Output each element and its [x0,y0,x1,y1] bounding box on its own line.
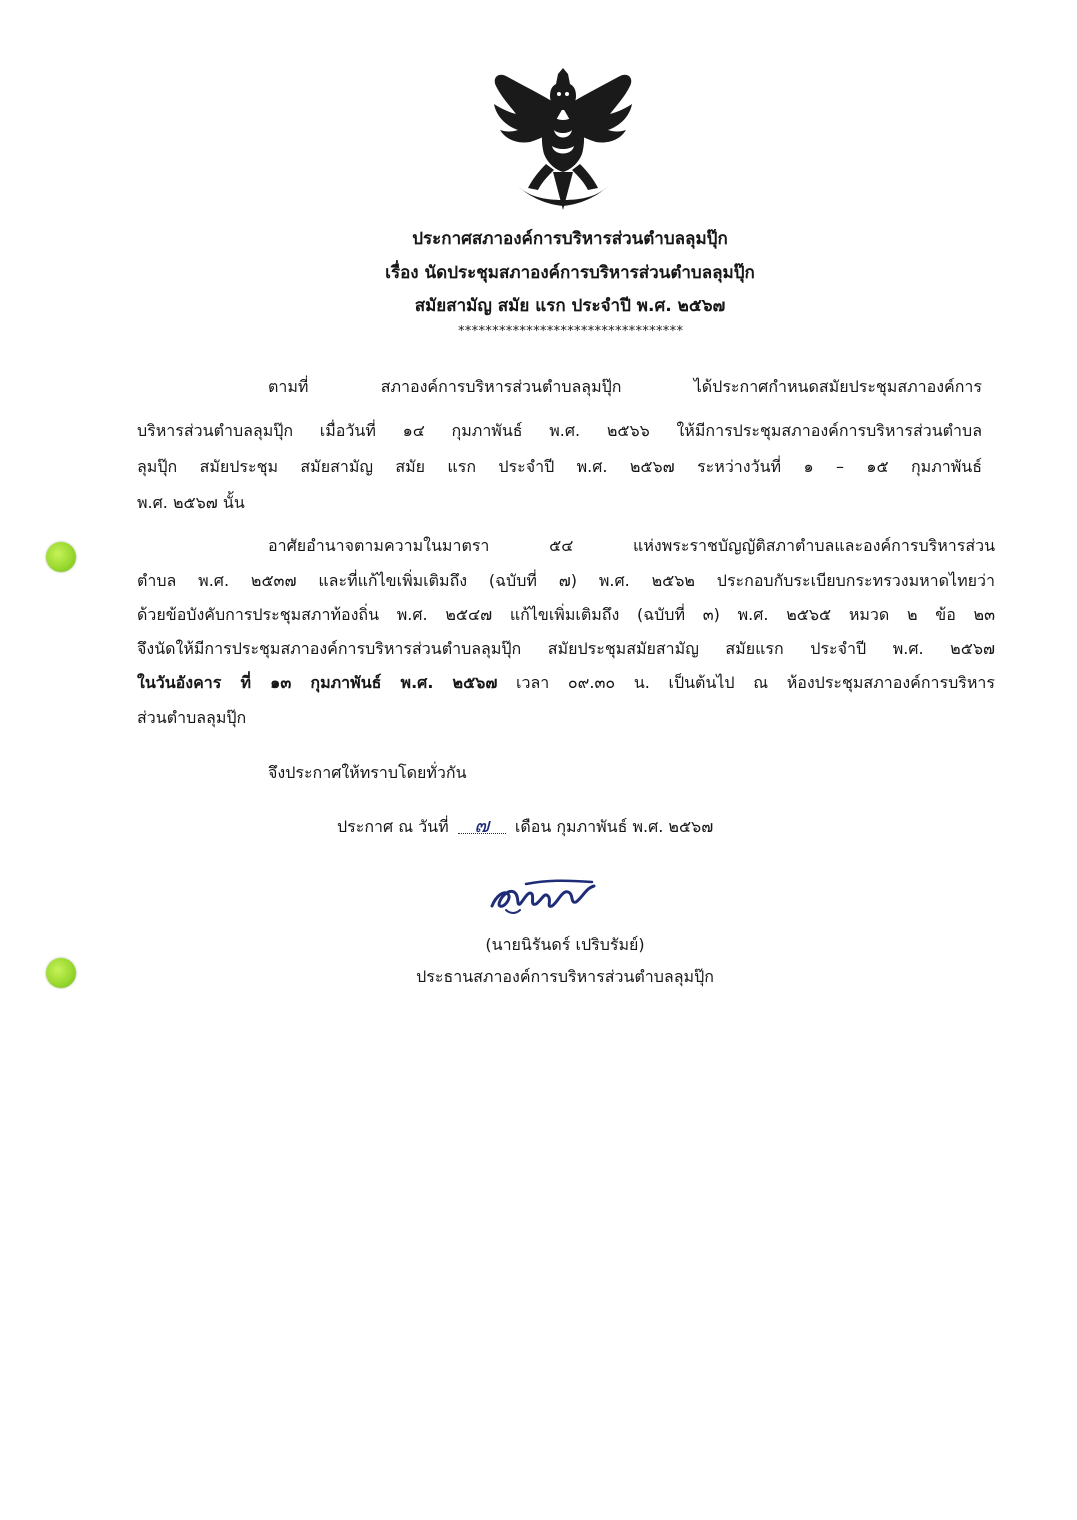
signer-position: ประธานสภาองค์การบริหารส่วนตำบลลุมปุ๊ก [416,967,714,986]
para1-line: ตามที่ สภาองค์การบริหารส่วนตำบลลุมปุ๊ก ได้ประกาศกำหนดสมัยประชุมสภาองค์การ [268,377,982,396]
handwritten-day: ๗ [458,814,506,836]
para1-line: พ.ศ. ๒๕๖๗ นั้น [137,493,245,512]
para2-line-meeting-date [137,672,995,694]
meeting-time-location: เวลา ๐๙.๓๐ น. เป็นต้นไป ณ ห้องประชุมสภาองค์การบริหาร [497,673,995,692]
para2-line: ตำบล พ.ศ. ๒๕๓๗ และที่แก้ไขเพิ่มเติมถึง (ฉบับที่ ๗) พ.ศ. ๒๕๖๒ ประกอบกับระเบียบกระทรวงมหาดไทยว่า [137,571,995,590]
para2-line: ส่วนตำบลลุมปุ๊ก [137,708,247,727]
signer-name: (นายนิรันดร์ เปริบรัมย์) [485,935,645,954]
punch-hole-top [46,542,76,572]
announcement-date [337,814,713,838]
meeting-date-bold: ในวันอังคาร ที่ ๑๓ กุมภาพันธ์ พ.ศ. ๒๕๖๗ [137,673,498,692]
para2-line: อาศัยอำนาจตามความในมาตรา ๕๔ แห่งพระราชบัญญัติสภาตำบลและองค์การบริหารส่วน [268,536,995,555]
announcement-subject: เรื่อง นัดประชุมสภาองค์การบริหารส่วนตำบลลุมปุ๊ก [385,263,755,283]
punch-hole-bottom [46,958,76,988]
date-suffix: เดือน กุมภาพันธ์ พ.ศ. ๒๕๖๗ [514,817,714,836]
announcement-session: สมัยสามัญ สมัย แรก ประจำปี พ.ศ. ๒๕๖๗ [414,296,726,316]
separator-stars: ********************************* [457,324,683,339]
announcement-title: ประกาศสภาองค์การบริหารส่วนตำบลลุมปุ๊ก [412,229,728,249]
closing-statement: จึงประกาศให้ทราบโดยทั่วกัน [268,763,467,782]
date-prefix: ประกาศ ณ วันที่ [337,817,449,836]
para2-line: ด้วยข้อบังคับการประชุมสภาท้องถิ่น พ.ศ. ๒๕๔๗ แก้ไขเพิ่มเติมถึง (ฉบับที่ ๓) พ.ศ. ๒๕๖๕ หมวด ๒ ข้อ ๒๓ [137,605,995,624]
handwritten-signature [486,876,598,916]
para1-line: บริหารส่วนตำบลลุมปุ๊ก เมื่อวันที่ ๑๔ กุมภาพันธ์ พ.ศ. ๒๕๖๖ ให้มีการประชุมสภาองค์การบริหารส่วนตำบล [137,421,982,440]
para1-line: ลุมปุ๊ก สมัยประชุม สมัยสามัญ สมัย แรก ประจำปี พ.ศ. ๒๕๖๗ ระหว่างวันที่ ๑ – ๑๕ กุมภาพันธ์ [137,457,982,476]
garuda-emblem-icon [488,68,638,210]
para2-line: จึงนัดให้มีการประชุมสภาองค์การบริหารส่วนตำบลลุมปุ๊ก สมัยประชุมสมัยสามัญ สมัยแรก ประจำปี พ.ศ. ๒๕๖๗ [137,639,995,658]
